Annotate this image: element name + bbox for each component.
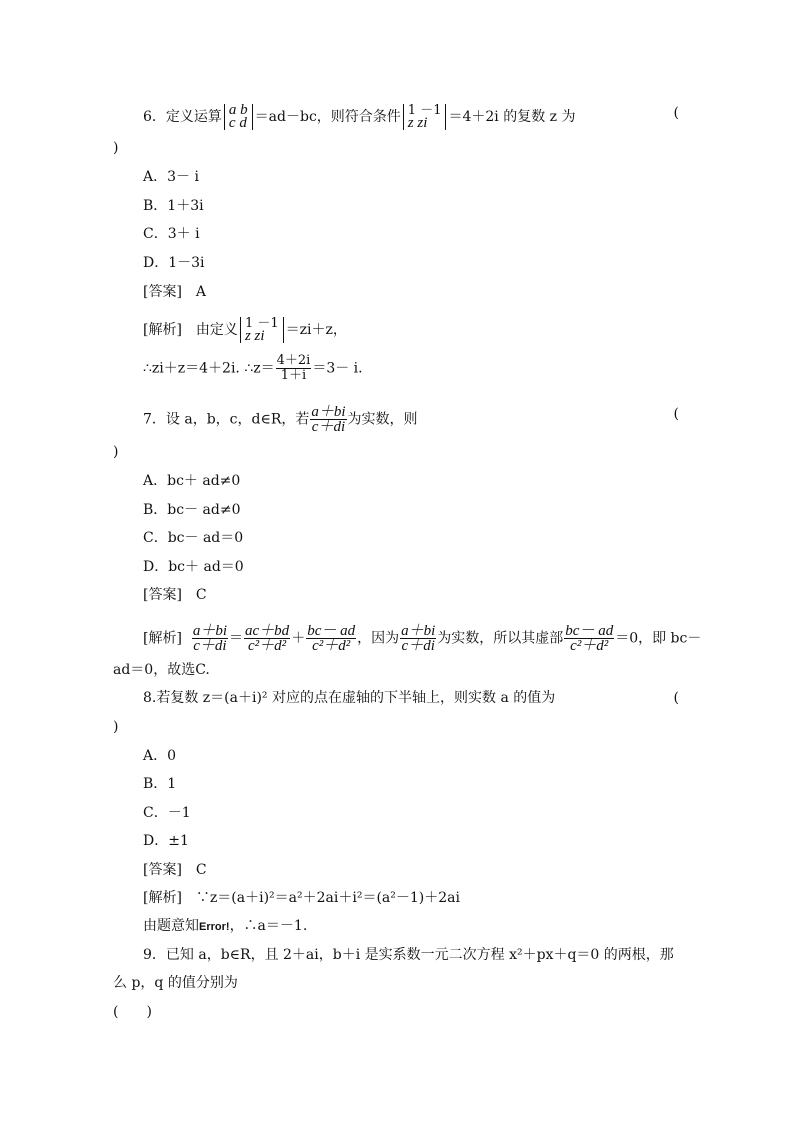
fraction-denominator: c＋di bbox=[193, 638, 227, 654]
q8-paren-open: ( bbox=[673, 690, 679, 706]
matrix-row: z zi bbox=[244, 328, 265, 344]
q7-answer: [答案] C bbox=[143, 587, 207, 603]
q8-option-d: D．±1 bbox=[143, 833, 189, 849]
q7-frac-4 bbox=[400, 624, 436, 653]
q7-analysis-label: [解析] bbox=[143, 630, 182, 647]
fraction-denominator: c＋di bbox=[311, 419, 346, 435]
fraction-numerator: ac＋bd bbox=[245, 623, 290, 639]
q6-matrix-condition bbox=[403, 104, 447, 130]
fraction-numerator: bc－ ad bbox=[307, 623, 356, 639]
q6-matrix-analysis bbox=[240, 317, 284, 343]
q6-analysis-b: ＝zi＋z， bbox=[285, 322, 347, 338]
fraction-denominator: c²＋d² bbox=[248, 638, 287, 654]
q6-stem-c: ＝4＋2i 的复数 z 为 bbox=[448, 109, 576, 125]
q9-stem-2: 么 p，q 的值分别为 bbox=[113, 975, 238, 991]
q7-frac-1 bbox=[192, 624, 228, 653]
fraction-numerator: a＋bi bbox=[192, 623, 228, 639]
q7-option-a: A．bc＋ ad≠0 bbox=[143, 473, 241, 489]
q6-stem bbox=[143, 104, 576, 130]
q7-option-d: D．bc＋ ad＝0 bbox=[143, 559, 244, 575]
q7-fraction bbox=[310, 405, 346, 434]
q7-frac-3 bbox=[306, 624, 356, 653]
q8-error-text: Error! bbox=[199, 921, 230, 933]
q7-mid: ，因为 bbox=[357, 630, 400, 647]
q7-mid2: 为实数，所以其虚部 bbox=[437, 630, 564, 647]
q8-answer: [答案] C bbox=[143, 862, 207, 878]
q8-stem: 8.若复数 z＝(a＋i)² 对应的点在虚轴的下半轴上，则实数 a 的值为 bbox=[143, 690, 556, 706]
fraction-denominator: c＋di bbox=[401, 638, 435, 654]
q7-stem-b: 为实数，则 bbox=[347, 411, 418, 428]
q9-stem: 9．已知 a，b∈R，且 2＋ai，b＋i 是实系数一元二次方程 x²＋px＋q＝0 的两根，那 bbox=[143, 947, 674, 963]
fraction-denominator: 1＋i bbox=[280, 368, 307, 383]
fraction-denominator: c²＋d² bbox=[570, 638, 609, 654]
q8-line2-a: 由题意知 bbox=[143, 918, 199, 934]
q8-option-c: C．－1 bbox=[143, 805, 191, 821]
q9-paren: ( ) bbox=[113, 1004, 152, 1020]
q8-option-a: A．0 bbox=[143, 748, 177, 764]
q6-answer: [答案] A bbox=[143, 284, 207, 300]
q8-analysis-line2 bbox=[143, 917, 307, 936]
q8-option-b: B．1 bbox=[143, 776, 177, 792]
q7-tail: ＝0，即 bc－ bbox=[615, 630, 702, 647]
q6-matrix-abcd bbox=[224, 104, 253, 130]
q6-analysis bbox=[143, 317, 347, 343]
q6-fraction bbox=[276, 354, 312, 383]
q6-option-a: A．3－ i bbox=[143, 169, 199, 185]
matrix-row: 1 －1 bbox=[407, 103, 442, 118]
matrix-row: c d bbox=[228, 115, 247, 131]
matrix-row: z zi bbox=[407, 115, 428, 131]
matrix-row: 1 －1 bbox=[244, 316, 279, 331]
q6-line2-a: ∴zi＋z＝4＋2i. ∴z＝ bbox=[143, 360, 275, 377]
q7-stem bbox=[143, 405, 418, 434]
q6-analysis-line2 bbox=[143, 354, 363, 383]
q7-analysis-line2: ad＝0，故选C. bbox=[113, 662, 210, 678]
q6-option-d: D．1－3i bbox=[143, 255, 205, 271]
q7-frac-5 bbox=[564, 624, 614, 653]
q6-stem-a: 6．定义运算 bbox=[143, 109, 222, 125]
q6-analysis-a: [解析] 由定义 bbox=[143, 322, 238, 338]
q8-paren-close: ) bbox=[113, 719, 119, 735]
fraction-numerator: 4＋2i bbox=[276, 353, 311, 368]
fraction-denominator: c²＋d² bbox=[312, 638, 351, 654]
matrix-row: a b bbox=[228, 102, 248, 118]
q7-option-c: C．bc－ ad＝0 bbox=[143, 530, 244, 546]
q7-plus: ＋ bbox=[291, 630, 306, 647]
q8-line2-b: ，∴a＝－1. bbox=[229, 918, 308, 934]
fraction-numerator: bc－ ad bbox=[565, 623, 614, 639]
fraction-numerator: a＋bi bbox=[311, 404, 346, 420]
q7-paren-open: ( bbox=[673, 406, 679, 422]
q7-frac-2 bbox=[244, 624, 290, 653]
q6-line2-b: ＝3－ i. bbox=[312, 360, 363, 377]
q7-option-b: B．bc－ ad≠0 bbox=[143, 502, 241, 518]
q7-eq: ＝ bbox=[229, 630, 244, 647]
q6-paren-open: ( bbox=[673, 105, 679, 121]
q7-stem-a: 7．设 a，b，c，d∈R，若 bbox=[143, 411, 310, 428]
q8-analysis: [解析] ∵z＝(a＋i)²＝a²＋2ai＋i²＝(a²－1)＋2ai bbox=[143, 890, 460, 906]
q7-analysis bbox=[143, 624, 701, 653]
q6-stem-b: ＝ad－bc，则符合条件 bbox=[254, 109, 401, 125]
fraction-numerator: a＋bi bbox=[401, 623, 436, 639]
q7-paren-close: ) bbox=[113, 444, 119, 460]
q6-option-b: B．1＋3i bbox=[143, 198, 204, 214]
q6-option-c: C．3＋ i bbox=[143, 226, 200, 242]
q6-paren-close: ) bbox=[113, 140, 119, 156]
